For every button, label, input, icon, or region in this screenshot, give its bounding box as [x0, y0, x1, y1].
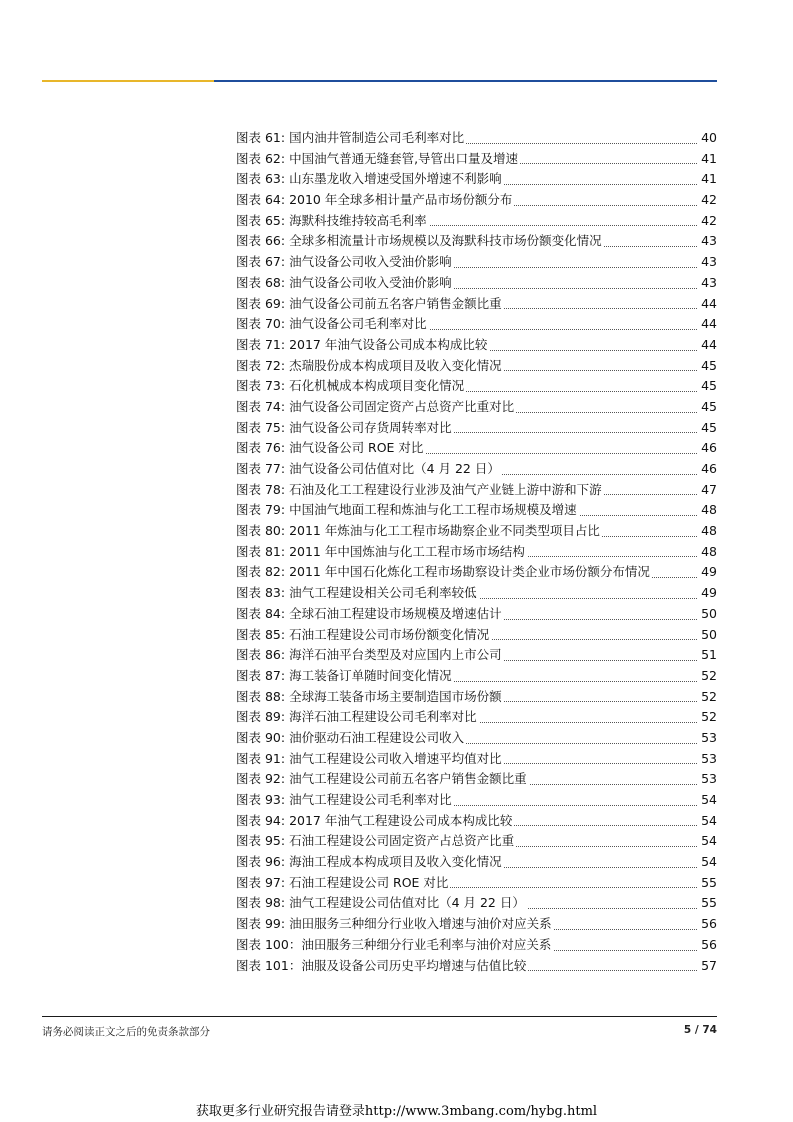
toc-entry[interactable]	[236, 190, 717, 211]
toc-entry-label: 图表 90: 油价驱动石油工程建设公司收入	[236, 728, 466, 749]
toc-entry-label: 图表 84: 全球石油工程建设市场规模及增速估计	[236, 604, 504, 625]
toc-entry[interactable]	[236, 935, 717, 956]
table-of-figures	[236, 128, 717, 976]
toc-entry[interactable]	[236, 542, 717, 563]
toc-entry[interactable]	[236, 294, 717, 315]
footer-rule	[42, 1016, 717, 1017]
toc-entry-page: 46	[698, 459, 717, 480]
header-rule-gold	[42, 80, 214, 82]
toc-entry[interactable]	[236, 397, 717, 418]
toc-entry-page: 40	[698, 128, 717, 149]
toc-entry[interactable]	[236, 169, 717, 190]
toc-entry-label: 图表 66: 全球多相流量计市场规模以及海默科技市场份额变化情况	[236, 231, 604, 252]
toc-entry-label: 图表 81: 2011 年中国炼油与化工工程市场市场结构	[236, 542, 527, 563]
toc-entry-label: 图表 83: 油气工程建设相关公司毛利率较低	[236, 583, 479, 604]
toc-entry-page: 52	[698, 666, 717, 687]
toc-entry-label: 图表 78: 石油及化工工程建设行业涉及油气产业链上游中游和下游	[236, 480, 604, 501]
toc-entry-label: 图表 100：油田服务三种细分行业毛利率与油价对应关系	[236, 935, 553, 956]
toc-entry-label: 图表 63: 山东墨龙收入增速受国外增速不利影响	[236, 169, 504, 190]
toc-entry-page: 46	[698, 438, 717, 459]
toc-entry[interactable]	[236, 914, 717, 935]
toc-entry-page: 50	[698, 625, 717, 646]
toc-entry-label: 图表 98: 油气工程建设公司估值对比（4 月 22 日）	[236, 893, 527, 914]
toc-entry-page: 52	[698, 687, 717, 708]
toc-entry[interactable]	[236, 956, 717, 977]
toc-entry-label: 图表 101：油服及设备公司历史平均增速与估值比较	[236, 956, 528, 977]
toc-entry-label: 图表 68: 油气设备公司收入受油价影响	[236, 273, 454, 294]
toc-entry-label: 图表 62: 中国油气普通无缝套管,导管出口量及增速	[236, 149, 520, 170]
toc-entry-page: 43	[698, 273, 717, 294]
toc-entry[interactable]	[236, 749, 717, 770]
toc-entry[interactable]	[236, 811, 717, 832]
toc-entry-page: 57	[698, 956, 717, 977]
toc-entry[interactable]	[236, 252, 717, 273]
toc-entry[interactable]	[236, 873, 717, 894]
toc-entry-page: 47	[698, 480, 717, 501]
toc-entry-page: 53	[698, 769, 717, 790]
toc-entry-page: 48	[698, 542, 717, 563]
toc-entry-label: 图表 99: 油田服务三种细分行业收入增速与油价对应关系	[236, 914, 554, 935]
toc-entry[interactable]	[236, 604, 717, 625]
toc-entry[interactable]	[236, 231, 717, 252]
toc-entry[interactable]	[236, 831, 717, 852]
toc-entry-page: 48	[698, 500, 717, 521]
toc-entry[interactable]	[236, 852, 717, 873]
toc-entry-page: 51	[698, 645, 717, 666]
toc-entry[interactable]	[236, 666, 717, 687]
toc-entry-label: 图表 77: 油气设备公司估值对比（4 月 22 日）	[236, 459, 502, 480]
toc-entry-label: 图表 69: 油气设备公司前五名客户销售金额比重	[236, 294, 504, 315]
toc-entry[interactable]	[236, 418, 717, 439]
toc-entry[interactable]	[236, 356, 717, 377]
toc-entry-page: 44	[698, 314, 717, 335]
toc-entry[interactable]	[236, 459, 717, 480]
download-notice[interactable]: 获取更多行业研究报告请登录http://www.3mbang.com/hybg.html	[195, 1104, 598, 1119]
toc-entry[interactable]	[236, 521, 717, 542]
toc-entry-label: 图表 87: 海工装备订单随时间变化情况	[236, 666, 454, 687]
toc-entry-page: 42	[698, 211, 717, 232]
toc-entry-label: 图表 91: 油气工程建设公司收入增速平均值对比	[236, 749, 504, 770]
toc-entry-page: 43	[698, 252, 717, 273]
toc-entry-page: 41	[698, 169, 717, 190]
toc-entry[interactable]	[236, 211, 717, 232]
toc-entry[interactable]	[236, 707, 717, 728]
toc-entry-page: 44	[698, 335, 717, 356]
toc-entry-label: 图表 80: 2011 年炼油与化工工程市场勘察企业不同类型项目占比	[236, 521, 602, 542]
toc-entry-page: 56	[698, 935, 717, 956]
toc-entry[interactable]	[236, 687, 717, 708]
toc-entry[interactable]	[236, 438, 717, 459]
toc-entry-label: 图表 67: 油气设备公司收入受油价影响	[236, 252, 454, 273]
toc-entry[interactable]	[236, 376, 717, 397]
toc-entry-label: 图表 95: 石油工程建设公司固定资产占总资产比重	[236, 831, 516, 852]
toc-entry-label: 图表 97: 石油工程建设公司 ROE 对比	[236, 873, 450, 894]
footer-disclaimer: 请务必阅读正文之后的免责条款部分	[42, 1026, 210, 1038]
toc-entry-label: 图表 85: 石油工程建设公司市场份额变化情况	[236, 625, 491, 646]
toc-entry-page: 45	[698, 397, 717, 418]
toc-entry-label: 图表 65: 海默科技维持较高毛利率	[236, 211, 429, 232]
toc-entry[interactable]	[236, 128, 717, 149]
toc-entry-page: 49	[698, 562, 717, 583]
toc-entry-page: 54	[698, 831, 717, 852]
toc-entry[interactable]	[236, 480, 717, 501]
toc-entry-page: 52	[698, 707, 717, 728]
toc-entry-page: 45	[698, 418, 717, 439]
toc-entry-page: 54	[698, 790, 717, 811]
toc-entry-label: 图表 74: 油气设备公司固定资产占总资产比重对比	[236, 397, 516, 418]
toc-entry-label: 图表 71: 2017 年油气设备公司成本构成比较	[236, 335, 489, 356]
toc-entry-label: 图表 76: 油气设备公司 ROE 对比	[236, 438, 425, 459]
toc-entry-label: 图表 79: 中国油气地面工程和炼油与化工工程市场规模及增速	[236, 500, 579, 521]
toc-entry-label: 图表 93: 油气工程建设公司毛利率对比	[236, 790, 454, 811]
toc-entry-label: 图表 72: 杰瑞股份成本构成项目及收入变化情况	[236, 356, 504, 377]
footer-page-number: 5 / 74	[683, 1024, 717, 1036]
toc-entry-page: 49	[698, 583, 717, 604]
toc-entry-label: 图表 86: 海洋石油平台类型及对应国内上市公司	[236, 645, 504, 666]
toc-entry-label: 图表 88: 全球海工装备市场主要制造国市场份额	[236, 687, 504, 708]
toc-entry-page: 55	[698, 893, 717, 914]
toc-entry-label: 图表 73: 石化机械成本构成项目变化情况	[236, 376, 466, 397]
toc-entry[interactable]	[236, 335, 717, 356]
toc-entry-label: 图表 61: 国内油井管制造公司毛利率对比	[236, 128, 466, 149]
toc-entry-label: 图表 70: 油气设备公司毛利率对比	[236, 314, 429, 335]
toc-entry[interactable]	[236, 562, 717, 583]
toc-entry-page: 50	[698, 604, 717, 625]
toc-entry-page: 56	[698, 914, 717, 935]
toc-entry-page: 43	[698, 231, 717, 252]
toc-entry[interactable]	[236, 149, 717, 170]
toc-entry-page: 44	[698, 294, 717, 315]
toc-entry[interactable]	[236, 790, 717, 811]
toc-entry[interactable]	[236, 500, 717, 521]
toc-entry-page: 53	[698, 728, 717, 749]
toc-entry-label: 图表 75: 油气设备公司存货周转率对比	[236, 418, 454, 439]
toc-entry-label: 图表 89: 海洋石油工程建设公司毛利率对比	[236, 707, 479, 728]
toc-entry[interactable]	[236, 625, 717, 646]
toc-entry-page: 41	[698, 149, 717, 170]
toc-entry[interactable]	[236, 314, 717, 335]
toc-entry[interactable]	[236, 769, 717, 790]
toc-entry[interactable]	[236, 273, 717, 294]
toc-entry-page: 55	[698, 873, 717, 894]
toc-entry[interactable]	[236, 728, 717, 749]
toc-entry-label: 图表 96: 海油工程成本构成项目及收入变化情况	[236, 852, 504, 873]
toc-entry-page: 53	[698, 749, 717, 770]
toc-entry-page: 45	[698, 376, 717, 397]
toc-entry-label: 图表 92: 油气工程建设公司前五名客户销售金额比重	[236, 769, 529, 790]
toc-entry[interactable]	[236, 583, 717, 604]
toc-entry-page: 42	[698, 190, 717, 211]
toc-entry-label: 图表 82: 2011 年中国石化炼化工程市场勘察设计类企业市场份额分布情况	[236, 562, 652, 583]
toc-entry[interactable]	[236, 645, 717, 666]
toc-entry-page: 48	[698, 521, 717, 542]
toc-entry-page: 54	[698, 852, 717, 873]
toc-entry-label: 图表 94: 2017 年油气工程建设公司成本构成比较	[236, 811, 514, 832]
toc-entry-page: 45	[698, 356, 717, 377]
toc-entry-label: 图表 64: 2010 年全球多相计量产品市场份额分布	[236, 190, 514, 211]
toc-entry[interactable]	[236, 893, 717, 914]
header-rule-blue	[214, 80, 717, 82]
toc-entry-page: 54	[698, 811, 717, 832]
